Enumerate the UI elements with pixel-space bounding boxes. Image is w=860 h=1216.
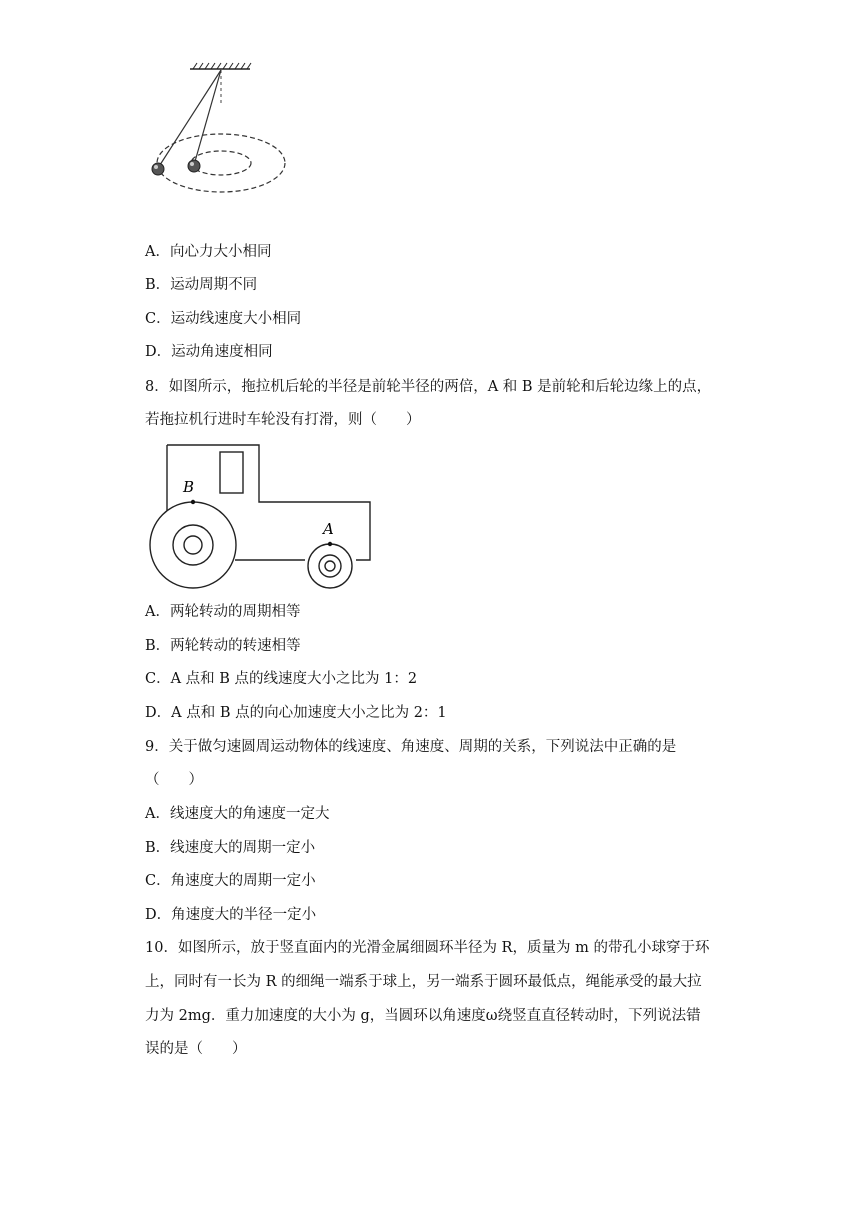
q10-stem-line2: 上，同时有一长为 R 的细绳一端系于球上，另一端系于圆环最低点，绳能承受的最大拉: [145, 974, 702, 990]
q7-option-b: B．运动周期不同: [145, 277, 258, 293]
q8-option-b: B．两轮转动的转速相等: [145, 638, 301, 654]
q9-option-d: D．角速度大的半径一定小: [145, 907, 317, 923]
tractor-figure: [145, 440, 380, 590]
q9-stem-line2: （ ）: [145, 772, 203, 788]
q8-option-d: D．A 点和 B 点的向心加速度大小之比为 2：1: [145, 705, 447, 721]
q10-stem-line3: 力为 2mg．重力加速度的大小为 g，当圆环以角速度ω绕竖直直径转动时，下列说法错: [145, 1008, 701, 1024]
q7-option-a: A．向心力大小相同: [145, 244, 272, 260]
q7-option-d: D．运动角速度相同: [145, 344, 273, 360]
q8-option-c: C．A 点和 B 点的线速度大小之比为 1：2: [145, 671, 418, 687]
q10-stem-line4: 误的是（ ）: [145, 1041, 247, 1057]
q7-option-c: C．运动线速度大小相同: [145, 311, 302, 327]
q9-option-c: C．角速度大的周期一定小: [145, 873, 316, 889]
conical-pendulum-figure: [145, 60, 295, 200]
q10-stem-line1: 10．如图所示，放于竖直面内的光滑金属细圆环半径为 R，质量为 m 的带孔小球穿于环: [145, 940, 710, 956]
q8-stem-line1: 8．如图所示，拖拉机后轮的半径是前轮半径的两倍，A 和 B 是前轮和后轮边缘上的点，: [145, 379, 712, 395]
q9-stem-line1: 9．关于做匀速圆周运动物体的线速度、角速度、周期的关系，下列说法中正确的是: [145, 739, 677, 755]
point-a-label: A: [323, 520, 334, 538]
q8-option-a: A．两轮转动的周期相等: [145, 604, 301, 620]
point-b-label: B: [183, 478, 195, 496]
q9-option-b: B．线速度大的周期一定小: [145, 840, 316, 856]
q9-option-a: A．线速度大的角速度一定大: [145, 806, 330, 822]
q8-stem-line2: 若拖拉机行进时车轮没有打滑，则（ ）: [145, 412, 421, 428]
